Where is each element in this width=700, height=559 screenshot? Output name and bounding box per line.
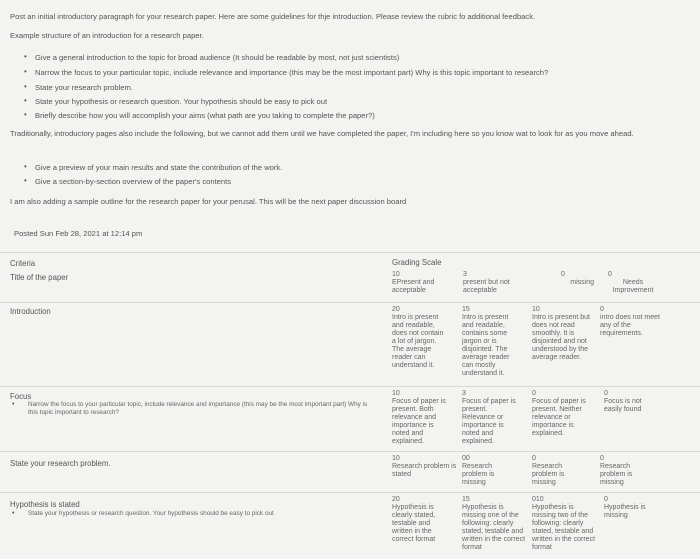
grade-text: Focus of paper is present. Neither relevance or importance is explained. xyxy=(532,398,586,438)
guideline-item: Give a general introduction to the topic for broad audience (It should be readable by most, not just scientists) xyxy=(35,53,400,62)
bullet-icon: • xyxy=(24,96,27,105)
grade-text: Research problem is stated xyxy=(392,463,457,479)
grade-score: 3 xyxy=(463,271,467,278)
grade-text: Hypothesis is missing one of the following: clearly stated, testable and written in the correct format xyxy=(462,504,526,552)
criterion-title: Introduction xyxy=(10,307,51,316)
grade-text: Intro is present and readable, does not contain a lot of jargon. The average reader can understand it. xyxy=(392,314,444,370)
bullet-icon: • xyxy=(24,162,27,171)
sample-note: I am also adding a sample outline for the research paper for your perusal. This will be the next paper discussion board xyxy=(10,197,407,206)
grade-score: 0 xyxy=(608,271,612,278)
grade-score: 15 xyxy=(462,496,470,503)
posted-timestamp: Posted Sun Feb 28, 2021 at 12:14 pm xyxy=(14,229,143,238)
grade-cell xyxy=(604,271,662,295)
bullet-icon: • xyxy=(24,176,27,185)
grade-text: missing xyxy=(570,279,594,287)
row-divider xyxy=(0,451,700,452)
grade-score: 0 xyxy=(600,455,604,462)
grade-cell xyxy=(462,306,518,378)
criterion-title: State your research problem. xyxy=(10,459,111,468)
grade-text: Focus is not easily found xyxy=(604,398,642,414)
grade-cell xyxy=(532,496,596,552)
grade-score: 10 xyxy=(392,455,400,462)
grade-cell xyxy=(532,271,594,287)
bullet-icon: • xyxy=(12,510,15,517)
grade-cell xyxy=(532,306,594,362)
grade-text: present but not acceptable xyxy=(463,279,510,295)
grade-cell xyxy=(392,496,444,544)
bullet-icon: • xyxy=(12,401,15,408)
grade-text: Research problem is missing xyxy=(462,463,495,487)
grade-score: 3 xyxy=(462,390,466,397)
row-divider xyxy=(0,492,700,493)
bullet-icon: • xyxy=(24,52,27,61)
grade-text: Focus of paper is present. Relevance or importance is noted and explained. xyxy=(462,398,516,446)
criterion-title: Focus xyxy=(10,392,32,401)
grade-text: Research problem is missing xyxy=(532,463,565,487)
bullet-icon: • xyxy=(24,110,27,119)
grade-score: 10 xyxy=(392,271,400,278)
grade-text: Needs Improvement xyxy=(612,279,654,295)
grade-cell xyxy=(463,271,523,295)
later-item: Give a section-by-section overview of the paper's contents xyxy=(35,177,232,186)
grade-score: 0 xyxy=(532,455,536,462)
grade-score: 20 xyxy=(392,306,400,313)
grade-text: Intro is present but does not read smoothly. It is disjointed and not understood by the average reader. xyxy=(532,314,590,362)
grade-cell xyxy=(462,455,504,487)
grade-text: EPresent and acceptable xyxy=(392,279,435,295)
grade-cell xyxy=(600,455,640,487)
grade-cell xyxy=(604,496,654,520)
bullet-icon: • xyxy=(24,67,27,76)
grade-text: intro does not meet any of the requirements. xyxy=(600,314,660,338)
grade-score: 20 xyxy=(392,496,400,503)
grade-score: 00 xyxy=(462,455,470,462)
rubric-top-border xyxy=(0,252,700,253)
criterion-desc-text: Narrow the focus to your particular topic, include relevance and importance (this may be the most important part) Why is this topic important to research? xyxy=(28,401,368,416)
grading-header: Grading Scale xyxy=(392,258,442,267)
grade-cell xyxy=(532,390,596,438)
guideline-item: State your research problem. xyxy=(35,83,133,92)
guideline-item: State your hypothesis or research question. Your hypothesis should be easy to pick out xyxy=(35,97,328,106)
grade-cell xyxy=(600,306,660,338)
traditionally-paragraph: Traditionally, introductory pages also include the following, but we cannot add them until we have completed the paper, I'm including here so you know wat to look for as you move ahead. xyxy=(10,129,634,138)
grade-score: 10 xyxy=(532,306,540,313)
grade-score: 0 xyxy=(532,390,536,397)
grade-score: 10 xyxy=(392,390,400,397)
grade-cell xyxy=(392,306,446,370)
grade-text: Hypothesis is missing xyxy=(604,504,646,520)
grade-cell xyxy=(462,496,526,552)
criterion-title: Hypothesis is stated xyxy=(10,500,80,509)
criterion-description xyxy=(10,401,370,416)
example-heading: Example structure of an introduction for a research paper. xyxy=(10,31,204,40)
grade-text: Intro is present and readable, contains some jargon or is disjointed. The average reader can mostly understand it. xyxy=(462,314,510,378)
post-intro: Post an initial introductory paragraph for your research paper. Here are some guidelines for thje introduction. Please review the rubric fo additional feedback. xyxy=(10,12,536,21)
bullet-icon: • xyxy=(24,82,27,91)
grade-score: 010 xyxy=(532,496,544,503)
grade-cell xyxy=(532,455,572,487)
later-item: Give a preview of your main results and state the contribution of the work. xyxy=(35,163,283,172)
guideline-item: Narrow the focus to your particular topic, include relevance and importance (this may be the most important part) Why is this topic important to research? xyxy=(35,68,549,77)
grade-cell xyxy=(604,390,660,414)
criterion-description xyxy=(10,510,370,518)
grade-text: Hypothesis is clearly stated, testable and written in the correct format xyxy=(392,504,436,544)
grade-cell xyxy=(392,390,448,446)
grade-cell xyxy=(392,271,444,295)
criterion-title: Title of the paper xyxy=(10,273,69,282)
grade-text: Hypothesis is missing two of the following: clearly stated, testable and written in the correct format xyxy=(532,504,596,552)
grade-text: Research problem is missing xyxy=(600,463,633,487)
grade-score: 0 xyxy=(604,496,608,503)
criterion-desc-text: State your hypothesis or research question. Your hypothesis should be easy to pick out xyxy=(28,510,274,517)
criteria-header: Criteria xyxy=(10,259,36,268)
grade-score: 15 xyxy=(462,306,470,313)
guideline-item: Briefly describe how you will accomplish your aims (what path are you taking to complete the paper?) xyxy=(35,111,375,120)
grade-score: 0 xyxy=(604,390,608,397)
grade-text: Focus of paper is present. Both relevance and importance is noted and explained. xyxy=(392,398,446,446)
grade-cell xyxy=(462,390,520,446)
grade-cell xyxy=(392,455,458,479)
grade-score: 0 xyxy=(561,271,565,278)
grade-score: 0 xyxy=(600,306,604,313)
row-divider xyxy=(0,302,700,303)
row-divider xyxy=(0,386,700,387)
